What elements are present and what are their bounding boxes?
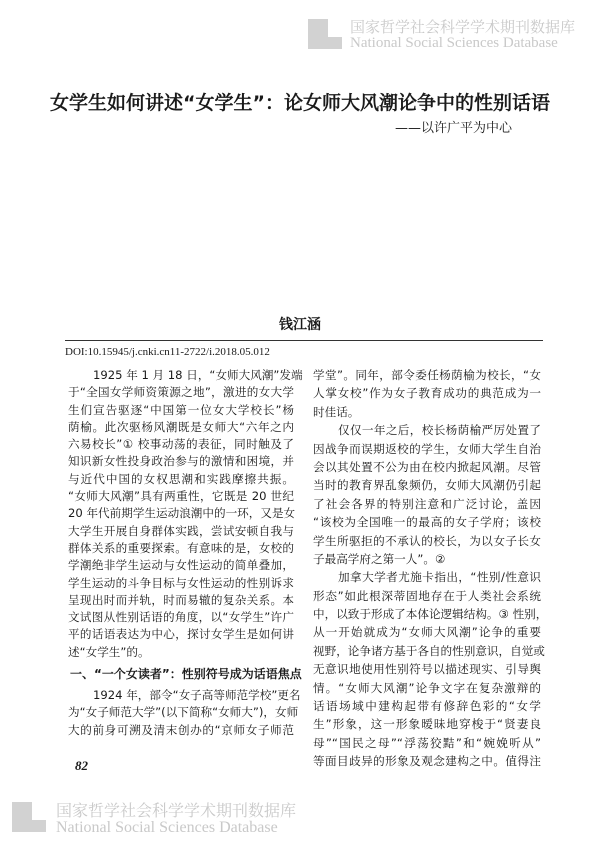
text-line: 20 年代前期学生运动浪潮中的一环，又是女 — [68, 506, 296, 521]
text-line: 群体关系的重要探索。有意味的是，女校的 — [68, 540, 294, 555]
text-line: “女师大风潮”具有两重性，它既是 20 世纪 — [68, 489, 294, 504]
text-line: 1925 年 1 月 18 日，“女师大风潮”发端 — [93, 368, 303, 382]
text-line: 学堂”。同年，部令委任杨荫榆为校长，“女 — [313, 368, 541, 382]
text-line: 大的前身可溯及清末创办的“京师女子师范 — [68, 722, 294, 737]
text-line: 呈现出时而并轨，时而易辙的复杂关系。本 — [68, 592, 294, 607]
text-line: 从一开始就成为“女师大风潮”论争的重要 — [313, 625, 541, 640]
text-line: 大学生开展自身群体实践，尝试安顿自我与 — [68, 523, 294, 538]
text-line: “该校为全国唯一的最高的女子学府；该校 — [313, 515, 541, 530]
text-line: 平的话语表达为中心，探讨女学生是如何讲 — [68, 627, 294, 642]
text-line: 情。“女师大风潮”论争文字在复杂激辩的 — [313, 680, 541, 695]
text-line: 形态”如此根深蒂固地存在于人类社会系统 — [313, 588, 541, 603]
watermark-en: National Social Sciences Database — [350, 35, 558, 51]
doi: DOI:10.15945/j.cnki.cn11-2722/i.2018.05.012 — [65, 346, 270, 358]
text-line: 仅仅一年之后，校长杨荫榆严厉处置了 — [338, 423, 541, 438]
text-line: 当时的教育界乱象频仍，女师大风潮仍引起 — [313, 478, 541, 493]
text-line: 述“女学生”的。 — [68, 644, 150, 659]
text-line: 因战争而误期返校的学生，女师大学生自治 — [313, 441, 541, 456]
text-line: 文试图从性别话语的角度，以“女学生”许广 — [68, 610, 294, 625]
text-line: 视野，论争诸方基于各自的性别意识，自觉或 — [313, 643, 545, 658]
database-logo-icon — [308, 19, 342, 49]
article-author: 钱江涵 — [279, 317, 321, 333]
text-line: 学潮绝非学生运动与女性运动的简单叠加， — [68, 558, 294, 573]
text-line: 学生运动的斗争目标与女性运动的性别诉求 — [68, 575, 294, 590]
divider — [65, 340, 543, 341]
text-line: 会以其处置不公为由在校内掀起风潮。尽管 — [313, 459, 541, 474]
page-number: 82 — [75, 758, 88, 773]
right-column — [313, 366, 548, 771]
text-line: 母”“国民之母”“浮荡狡黠”和“婉娩听从” — [313, 735, 541, 750]
text-line: 话语场域中建构起带有修辞色彩的“女学 — [313, 699, 541, 714]
left-column — [68, 367, 303, 739]
watermark-cn: 国家哲学社会科学学术期刊数据库 — [56, 801, 297, 820]
text-line: 中，以致于形成了本体论逻辑结构。③ 性别， — [313, 607, 548, 622]
text-line: 荫榆。此次驱杨风潮既是女师大“六年之内 — [68, 419, 294, 434]
text-line: 等面目歧异的形象及观念建构之中。值得注 — [313, 754, 541, 769]
text-line: 加拿大学者尤施卡指出，“性别/性意识 — [338, 570, 541, 585]
text-line: 六易校长”① 校事动荡的表征，同时触及了 — [68, 437, 294, 452]
text-line: 生们宣告驱逐“中国第一位女大学校长”杨 — [68, 402, 294, 417]
text-line: 为“女子师范大学”(以下简称“女师大”)，女师 — [68, 705, 299, 720]
database-logo-icon — [12, 802, 46, 832]
text-line: 了社会各界的特别注意和广泛讨论，盖因 — [313, 496, 541, 511]
watermark-cn: 国家哲学社会科学学术期刊数据库 — [350, 18, 576, 36]
text-line: 时佳话。 — [313, 404, 360, 419]
text-line: 生”形象，这一形象暧昧地穿梭于“贤妻良 — [313, 717, 541, 732]
section-heading: 一、“一个女读者”：性别符号成为话语焦点 — [70, 667, 302, 682]
text-line: 与近代中国的女权思潮和实践摩擦共振。 — [68, 471, 294, 486]
text-line: 子最高学府之第一人”。② — [313, 551, 446, 566]
text-line: 1924 年，部令“女子高等师范学校”更名 — [93, 688, 301, 703]
text-line: 人掌女校”作为女子教育成功的典范成为一 — [313, 386, 541, 401]
paragraph — [68, 687, 301, 739]
paragraph — [313, 366, 548, 771]
text-line: 于“全国女学师资策源之地”，激进的女大学 — [68, 385, 294, 400]
text-line: 知识新女性投身政治参与的激情和困境，并 — [68, 454, 294, 469]
text-line: 学生所驱拒的不承认的校长，为以女子长女 — [313, 533, 541, 548]
paragraph — [68, 367, 303, 661]
text-line: 无意识地使用性别符号以描述现实、引导舆 — [313, 662, 541, 677]
article-title: 女学生如何讲述“女学生”：论女师大风潮论争中的性别话语 — [50, 92, 550, 114]
watermark-en: National Social Sciences Database — [56, 819, 278, 836]
article-subtitle: ——以许广平为中心 — [395, 121, 513, 136]
